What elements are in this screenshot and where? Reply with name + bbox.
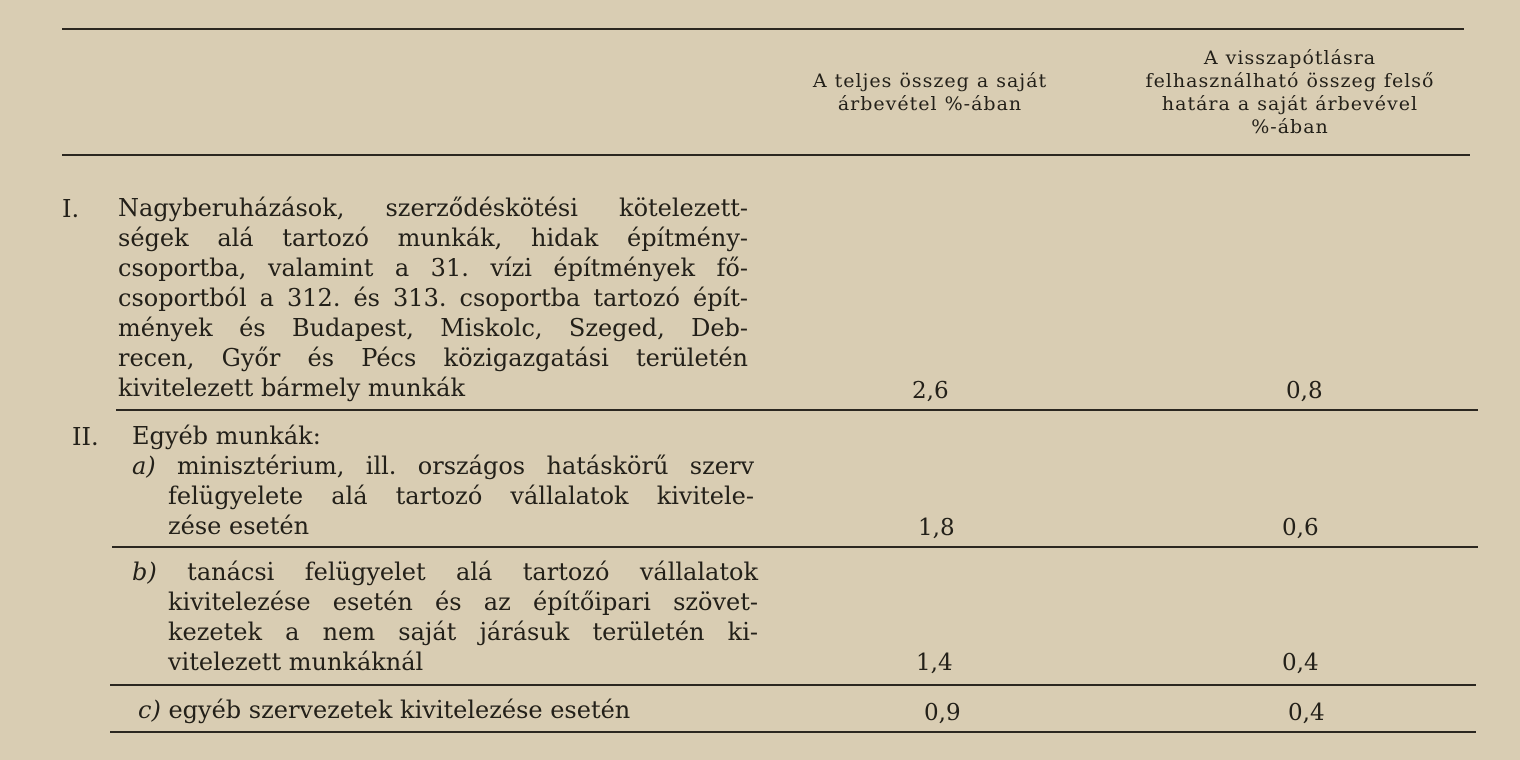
row-ii-a-value-total: 1,8 [918,515,955,541]
row-ii-a-value-limit: 0,6 [1282,515,1319,541]
row-i-value-total: 2,6 [912,378,949,404]
row-divider-1 [116,409,1478,411]
row-ii-title: Egyéb munkák: [132,422,321,450]
row-i-description: Nagyberuházások, szerződéskötési kötelezett- ségek alá tartozó munkák, hidak építmény- csoportba, valamint a 31. vízi építmények fő- csoportból a 312. és 313. csoportba tartozó épít- mények és Budapest, Miskolc, Szeged, Deb- recen, Győr és Pécs közigazgatási területén kivitelezett bármely munkák [118,194,748,402]
row-ii-c-marker: c) [138,696,161,724]
row-divider-2 [112,546,1478,548]
row-i-value-limit: 0,8 [1286,378,1323,404]
row-numeral-i: I. [62,195,80,223]
column-header-total-percent: A teljes összeg a saját árbevétel %-ában [812,70,1048,115]
row-ii-b-value-total: 1,4 [916,650,953,676]
row-ii-a-marker: a) [132,452,156,480]
row-ii-b-value-limit: 0,4 [1282,650,1319,676]
row-numeral-ii: II. [72,423,99,451]
column-header-upper-limit-percent: A visszapótlásra felhasználható összeg felső határa a saját árbevével %-ában [1145,47,1435,138]
row-ii-c-value-limit: 0,4 [1288,700,1325,726]
row-ii-b-marker: b) [132,558,157,586]
row-ii-b-description: b) tanácsi felügyelet alá tartozó vállalatok kivitelezése esetén és az építőipari szövet- kezetek a nem saját járásuk területén ki- vitelezett munkáknál [132,558,758,676]
row-ii-a-description: a) minisztérium, ill. országos hatáskörű szerv felügyelete alá tartozó vállalatok kivitele- zése esetén [132,452,754,540]
table-top-rule [62,28,1464,30]
row-ii-c-description: c) egyéb szervezetek kivitelezése esetén [138,696,631,724]
row-divider-3 [110,684,1476,686]
row-ii-c-value-total: 0,9 [924,700,961,726]
header-bottom-rule [62,154,1470,156]
table-bottom-rule [110,731,1476,733]
